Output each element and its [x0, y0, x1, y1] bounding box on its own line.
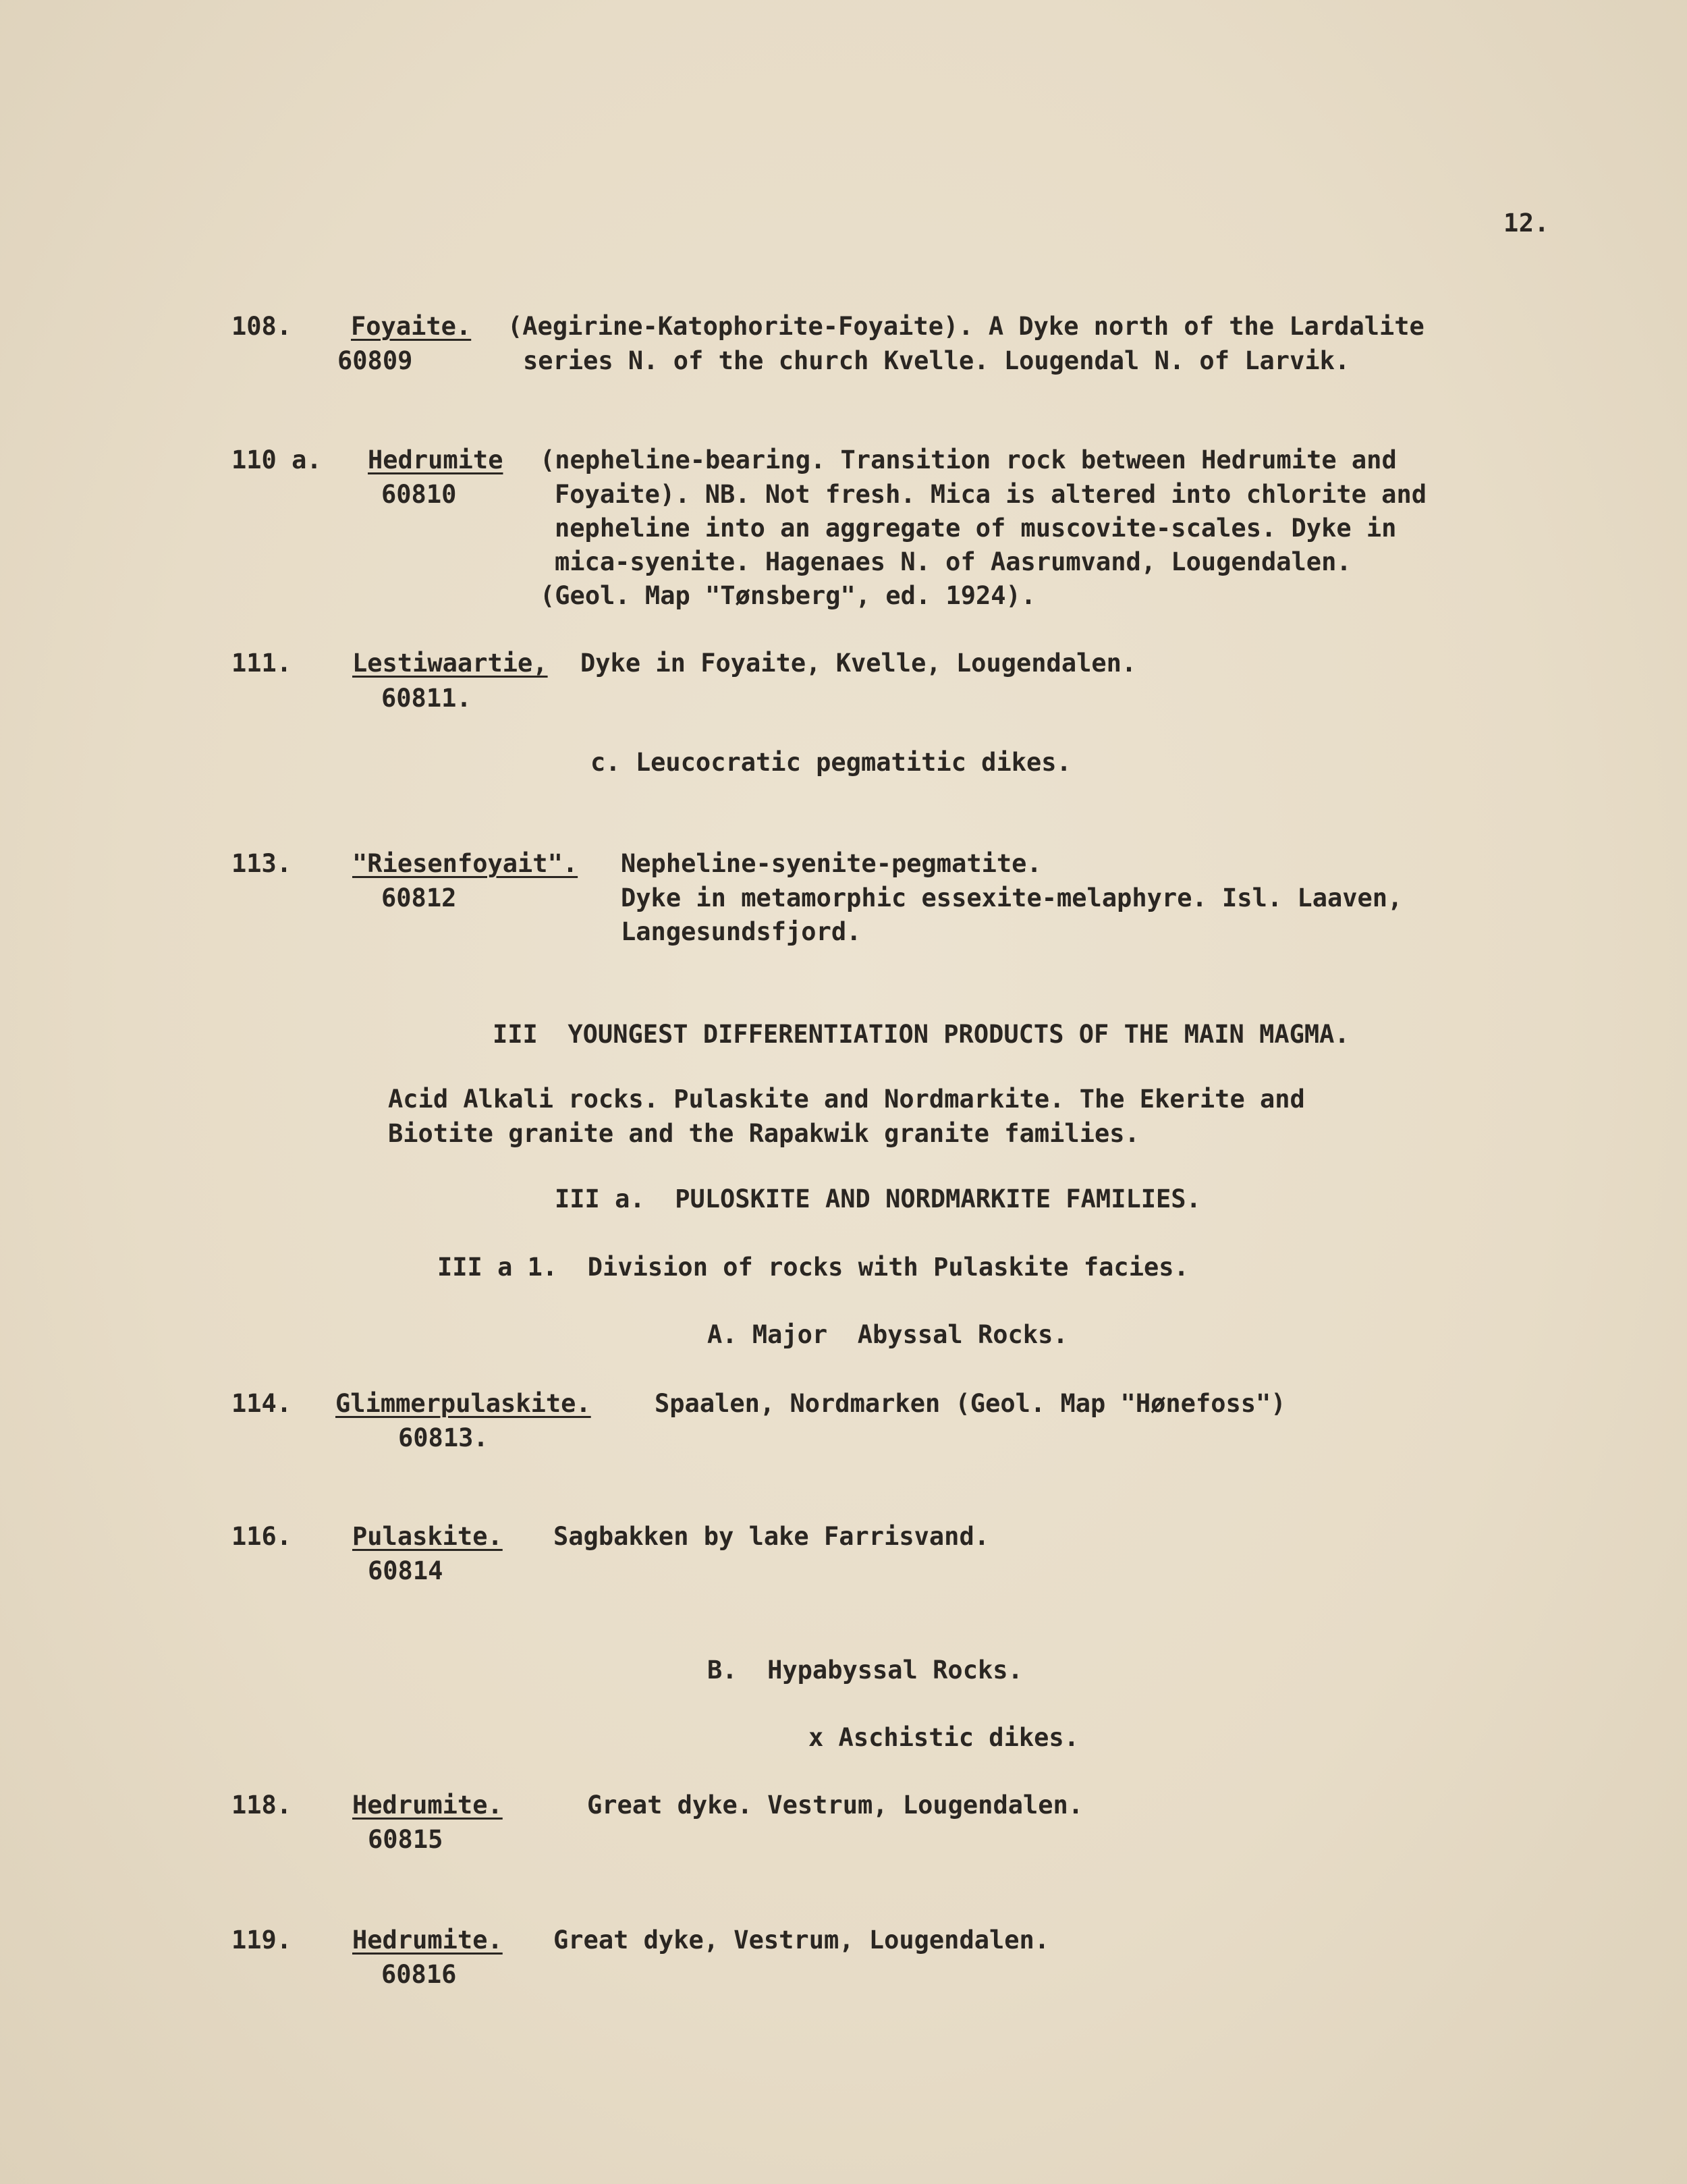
catalog-number: 60809 [337, 346, 413, 375]
catalog-number: 60810 [381, 480, 457, 509]
rock-name: Hedrumite. [352, 1926, 503, 1955]
entry-description-line: Great dyke, Vestrum, Lougendalen. [553, 1926, 1050, 1955]
entry-number: 111. [231, 649, 292, 678]
catalog-number: 60816 [381, 1960, 457, 1989]
rock-name: "Riesenfoyait". [352, 849, 578, 878]
entry-number: 119. [231, 1926, 292, 1955]
section-intro-line: Acid Alkali rocks. Pulaskite and Nordmarkite. The Ekerite and [388, 1085, 1305, 1114]
entry-description-line: Foyaite). NB. Not fresh. Mica is altered into chlorite and [555, 480, 1427, 509]
entry-description-line: nepheline into an aggregate of muscovite-scales. Dyke in [555, 514, 1397, 543]
entry-description-line: (nepheline-bearing. Transition rock between Hedrumite and [540, 445, 1397, 474]
entry-description-line: Langesundsfjord. [621, 917, 862, 946]
subsection-heading: III a 1. Division of rocks with Pulaskite facies. [437, 1253, 1189, 1282]
catalog-number: 60811. [381, 684, 472, 713]
entry-description-line: series N. of the church Kvelle. Lougendal N. of Larvik. [523, 346, 1350, 375]
entry-description-line: Spaalen, Nordmarken (Geol. Map "Hønefoss") [655, 1389, 1286, 1418]
page-number: 12. [1503, 209, 1550, 238]
entry-description-line: mica-syenite. Hagenaes N. of Aasrumvand, Lougendalen. [555, 547, 1352, 576]
catalog-number: 60812 [381, 883, 457, 912]
section-intro-line: Biotite granite and the Rapakwik granite families. [388, 1119, 1140, 1148]
entry-number: 110 a. [231, 445, 322, 474]
subsection-heading: c. Leucocratic pegmatitic dikes. [590, 748, 1072, 777]
subsection-heading: A. Major Abyssal Rocks. [707, 1320, 1068, 1349]
section-heading: III YOUNGEST DIFFERENTIATION PRODUCTS OF THE MAIN MAGMA. [493, 1020, 1350, 1049]
subsection-heading: III a. PULOSKITE AND NORDMARKITE FAMILIES. [555, 1184, 1201, 1213]
catalog-number: 60813. [398, 1423, 489, 1452]
entry-number: 114. [231, 1389, 292, 1418]
entry-description-line: (Geol. Map "Tønsberg", ed. 1924). [540, 581, 1036, 610]
rock-name: Hedrumite. [352, 1791, 503, 1820]
rock-name: Hedrumite [368, 445, 503, 474]
entry-number: 116. [231, 1522, 292, 1551]
entry-description-line: Dyke in metamorphic essexite-melaphyre. Isl. Laaven, [621, 883, 1403, 912]
entry-number: 118. [231, 1791, 292, 1820]
subsection-heading: x Aschistic dikes. [808, 1723, 1079, 1752]
entry-number: 108. [231, 312, 292, 341]
entry-description-line: Great dyke. Vestrum, Lougendalen. [587, 1791, 1084, 1820]
entry-description-line: (Aegirine-Katophorite-Foyaite). A Dyke north of the Lardalite [507, 312, 1425, 341]
entry-description-line: Nepheline-syenite-pegmatite. [621, 849, 1042, 878]
entry-number: 113. [231, 849, 292, 878]
subsection-heading: B. Hypabyssal Rocks. [707, 1656, 1023, 1685]
catalog-number: 60814 [368, 1556, 443, 1585]
entry-description-line: Dyke in Foyaite, Kvelle, Lougendalen. [580, 649, 1137, 678]
catalog-number: 60815 [368, 1825, 443, 1854]
rock-name: Pulaskite. [352, 1522, 503, 1551]
rock-name: Lestiwaartie, [352, 649, 548, 678]
rock-name: Glimmerpulaskite. [335, 1389, 591, 1418]
entry-description-line: Sagbakken by lake Farrisvand. [553, 1522, 990, 1551]
rock-name: Foyaite. [351, 312, 472, 341]
